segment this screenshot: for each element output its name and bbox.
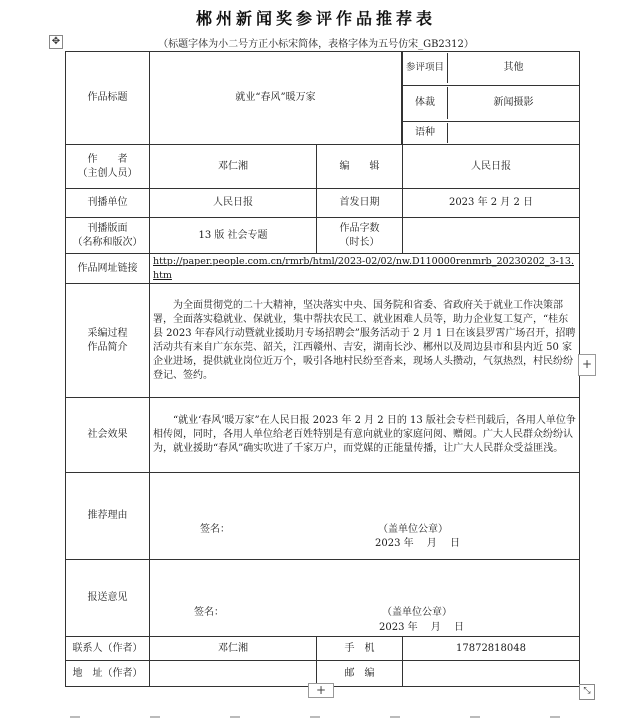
recommendation-form-table [65, 51, 580, 687]
bottom-mark [310, 716, 320, 718]
editor-label: 编 辑 [317, 145, 403, 189]
effect-label: 社会效果 [66, 398, 150, 473]
word-count-label-line1: 作品字数 [339, 222, 380, 234]
reason-date: 2023 年 月 日 [375, 538, 460, 549]
author-label-line1: 作 者 [87, 153, 128, 165]
url-label: 作品网址链接 [66, 254, 150, 284]
bottom-mark [150, 716, 160, 718]
entry-item-label: 参评项目 [403, 53, 448, 83]
genre-cell[interactable] [403, 85, 580, 121]
author-value[interactable]: 邓仁湘 [150, 145, 317, 189]
table-resize-handle-icon[interactable]: ⤡ [579, 684, 595, 700]
work-title-label: 作品标题 [66, 52, 150, 145]
submit-date: 2023 年 月 日 [379, 622, 464, 633]
author-label [66, 145, 150, 189]
add-row-button[interactable]: + [308, 683, 334, 698]
submit-cell[interactable] [150, 560, 580, 637]
bottom-mark [470, 716, 480, 718]
reason-sign: 签名： [200, 524, 230, 535]
entry-item-value: 其他 [503, 62, 524, 74]
bottom-mark [390, 716, 400, 718]
bottom-mark [70, 716, 80, 718]
table-move-handle-icon[interactable]: ✥ [49, 35, 63, 49]
contact-value[interactable]: 邓仁湘 [150, 637, 317, 661]
layout-value[interactable]: 13 版 社会专题 [150, 218, 317, 254]
editor-value[interactable]: 人民日报 [403, 145, 580, 189]
reason-seal: （盖单位公章） [378, 524, 448, 535]
bottom-mark [230, 716, 240, 718]
phone-label: 手 机 [317, 637, 403, 661]
author-label-line2: （主创人员） [77, 167, 138, 179]
first-date-value[interactable]: 2023 年 2 月 2 日 [403, 189, 580, 218]
language-cell[interactable] [403, 122, 580, 145]
work-title-text: 就业“春风”暖万家 [235, 92, 316, 103]
postcode-label: 邮 编 [317, 661, 403, 687]
reason-label: 推荐理由 [66, 473, 150, 560]
submit-sign: 签名： [194, 607, 224, 618]
language-value [448, 123, 579, 143]
add-column-button[interactable]: + [578, 354, 596, 376]
submit-label: 报送意见 [66, 560, 150, 637]
page-bottom-marks [0, 716, 632, 722]
bottom-mark [550, 716, 560, 718]
entry-item-cell[interactable] [403, 52, 580, 86]
process-label-line1: 采编过程 [87, 327, 128, 339]
word-count-value[interactable] [403, 218, 580, 254]
document-title: 郴州新闻奖参评作品推荐表 [195, 9, 436, 28]
publisher-value[interactable]: 人民日报 [150, 189, 317, 218]
url-link[interactable]: http://paper.people.com.cn/rmrb/html/2023-02/02/nw.D110000renmrb_20230202_3-13.htm [153, 255, 574, 281]
effect-text[interactable]: “就业‘春风’暖万家”在人民日报 2023 年 2 月 2 日的 13 版社会专栏刊载后，各用人单位争相传阅，同时，各用人单位给老百姓特别是有意向就业的家庭问阅、赠阅。广大人民群众纷纷认为，就业援助“春风”确实吹进了千家万户，而党媒的正能量传播，让广大人民群众受益匪浅。 [150, 398, 580, 473]
reason-cell[interactable] [150, 473, 580, 560]
process-label [66, 284, 150, 398]
submit-seal: （盖单位公章） [382, 607, 452, 618]
word-count-label [317, 218, 403, 254]
address-label: 地 址（作者） [66, 661, 150, 687]
phone-value[interactable]: 17872818048 [403, 637, 580, 661]
url-value[interactable] [150, 254, 580, 284]
work-title-value[interactable] [150, 52, 403, 145]
first-date-label: 首发日期 [317, 189, 403, 218]
process-text[interactable]: 为全面贯彻党的二十大精神，坚决落实中央、国务院和省委、省政府关于就业工作决策部署，全面落实稳就业、保就业，集中帮扶农民工、就业困难人员等，助力企业复工复产，“桂东县 2023 年春风行动暨就业援助月专场招聘会”服务活动于 2 月 1 日在该县罗霄广场召开，招聘活动共有来自广东东莞、韶关，江西赣州、吉安，湖南长沙、郴州以及周边县市和县内近 50 家企业进场，提供就业岗位近万个，吸引各地村民纷至沓来，现场人头攒动，气氛热烈，村民纷纷登记、签约。 [150, 284, 580, 398]
genre-label: 体裁 [403, 87, 448, 119]
language-label: 语种 [403, 123, 448, 143]
document-subtitle: （标题字体为小二号方正小标宋简体，表格字体为五号仿宋_GB2312） [158, 39, 474, 50]
genre-value: 新闻摄影 [493, 97, 534, 109]
process-label-line2: 作品简介 [87, 341, 128, 353]
layout-label-line1: 刊播版面 [87, 222, 128, 234]
contact-label: 联系人（作者） [66, 637, 150, 661]
address-value[interactable] [150, 661, 317, 687]
postcode-value[interactable] [403, 661, 580, 687]
publisher-label: 刊播单位 [66, 189, 150, 218]
layout-label [66, 218, 150, 254]
layout-label-line2: （名称和版次） [72, 236, 143, 248]
word-count-label-line2: （时长） [339, 236, 380, 248]
